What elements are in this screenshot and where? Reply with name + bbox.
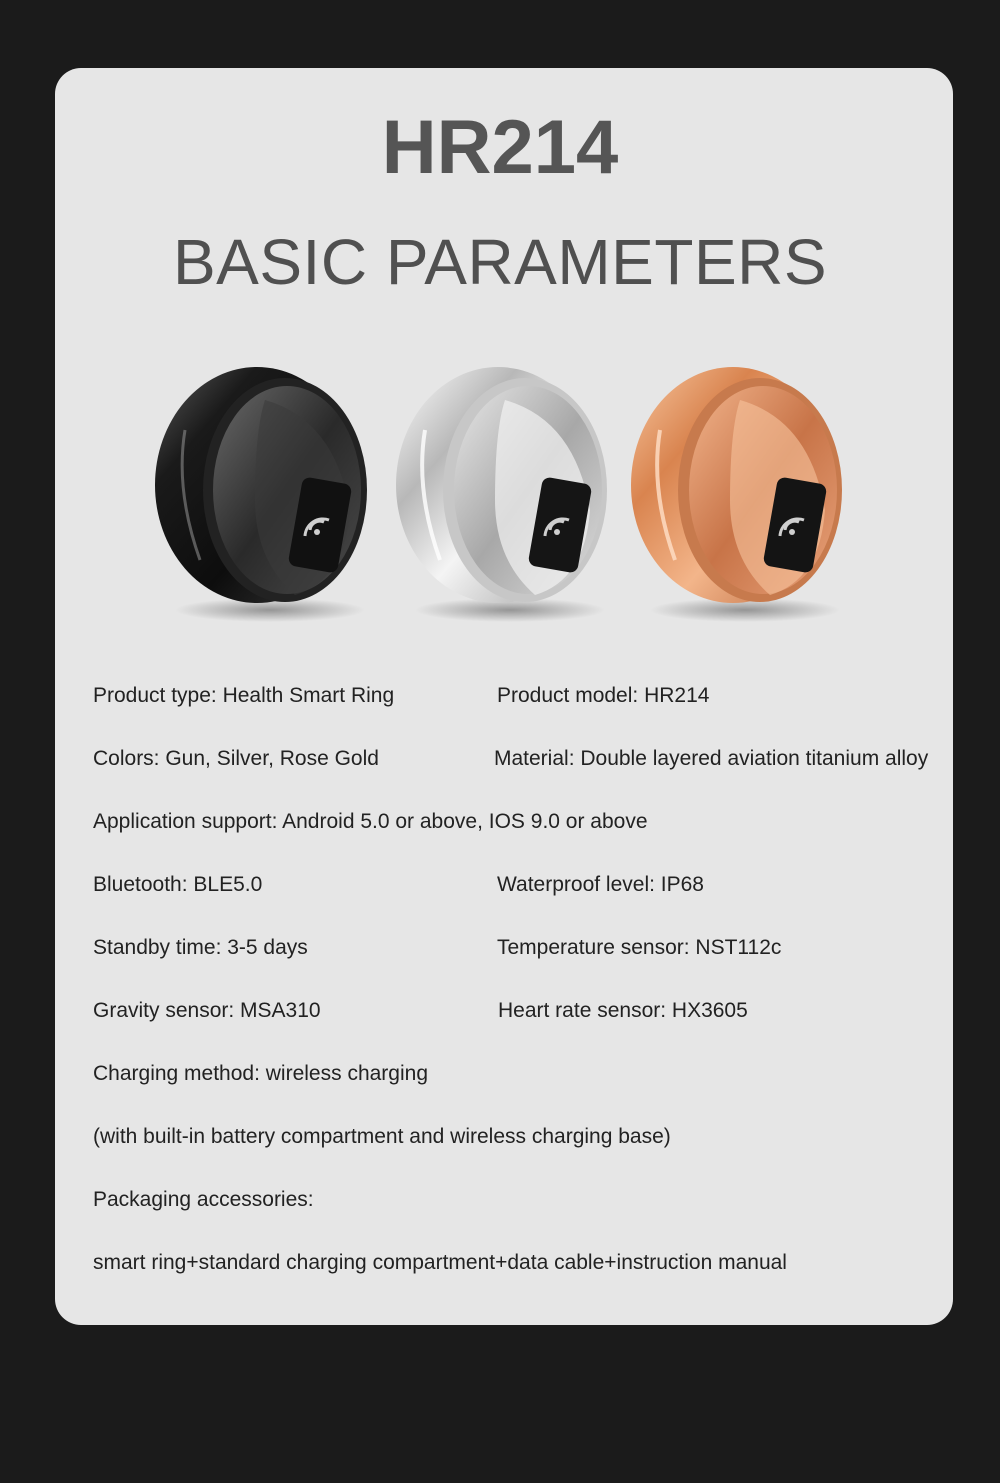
spec-colors: Colors: Gun, Silver, Rose Gold — [93, 747, 379, 770]
spec-product-model: Product model: HR214 — [497, 684, 710, 707]
spec-packaging-label: Packaging accessories: — [93, 1188, 314, 1211]
model-title: HR214 — [381, 105, 619, 190]
spec-temperature-sensor: Temperature sensor: NST112c — [497, 936, 782, 959]
ring-product-images — [145, 360, 865, 630]
spec-charging-note: (with built-in battery compartment and wireless charging base) — [93, 1125, 671, 1148]
spec-standby: Standby time: 3-5 days — [93, 936, 308, 959]
section-title: BASIC PARAMETERS — [172, 226, 828, 298]
spec-packaging-items: smart ring+standard charging compartment+data cable+instruction manual — [93, 1251, 787, 1274]
spec-product-type: Product type: Health Smart Ring — [93, 684, 395, 707]
spec-material: Material: Double layered aviation titanium alloy — [494, 747, 929, 770]
ring-gun — [155, 367, 367, 622]
spec-gravity-sensor: Gravity sensor: MSA310 — [93, 999, 321, 1022]
spec-charging-method: Charging method: wireless charging — [93, 1062, 429, 1085]
spec-bluetooth: Bluetooth: BLE5.0 — [93, 873, 263, 896]
spec-app-support: Application support: Android 5.0 or above, IOS 9.0 or above — [93, 810, 648, 833]
spec-waterproof: Waterproof level: IP68 — [497, 873, 704, 896]
ring-silver — [396, 367, 607, 622]
ring-rose-gold — [631, 367, 842, 622]
spec-heart-rate-sensor: Heart rate sensor: HX3605 — [498, 999, 748, 1022]
